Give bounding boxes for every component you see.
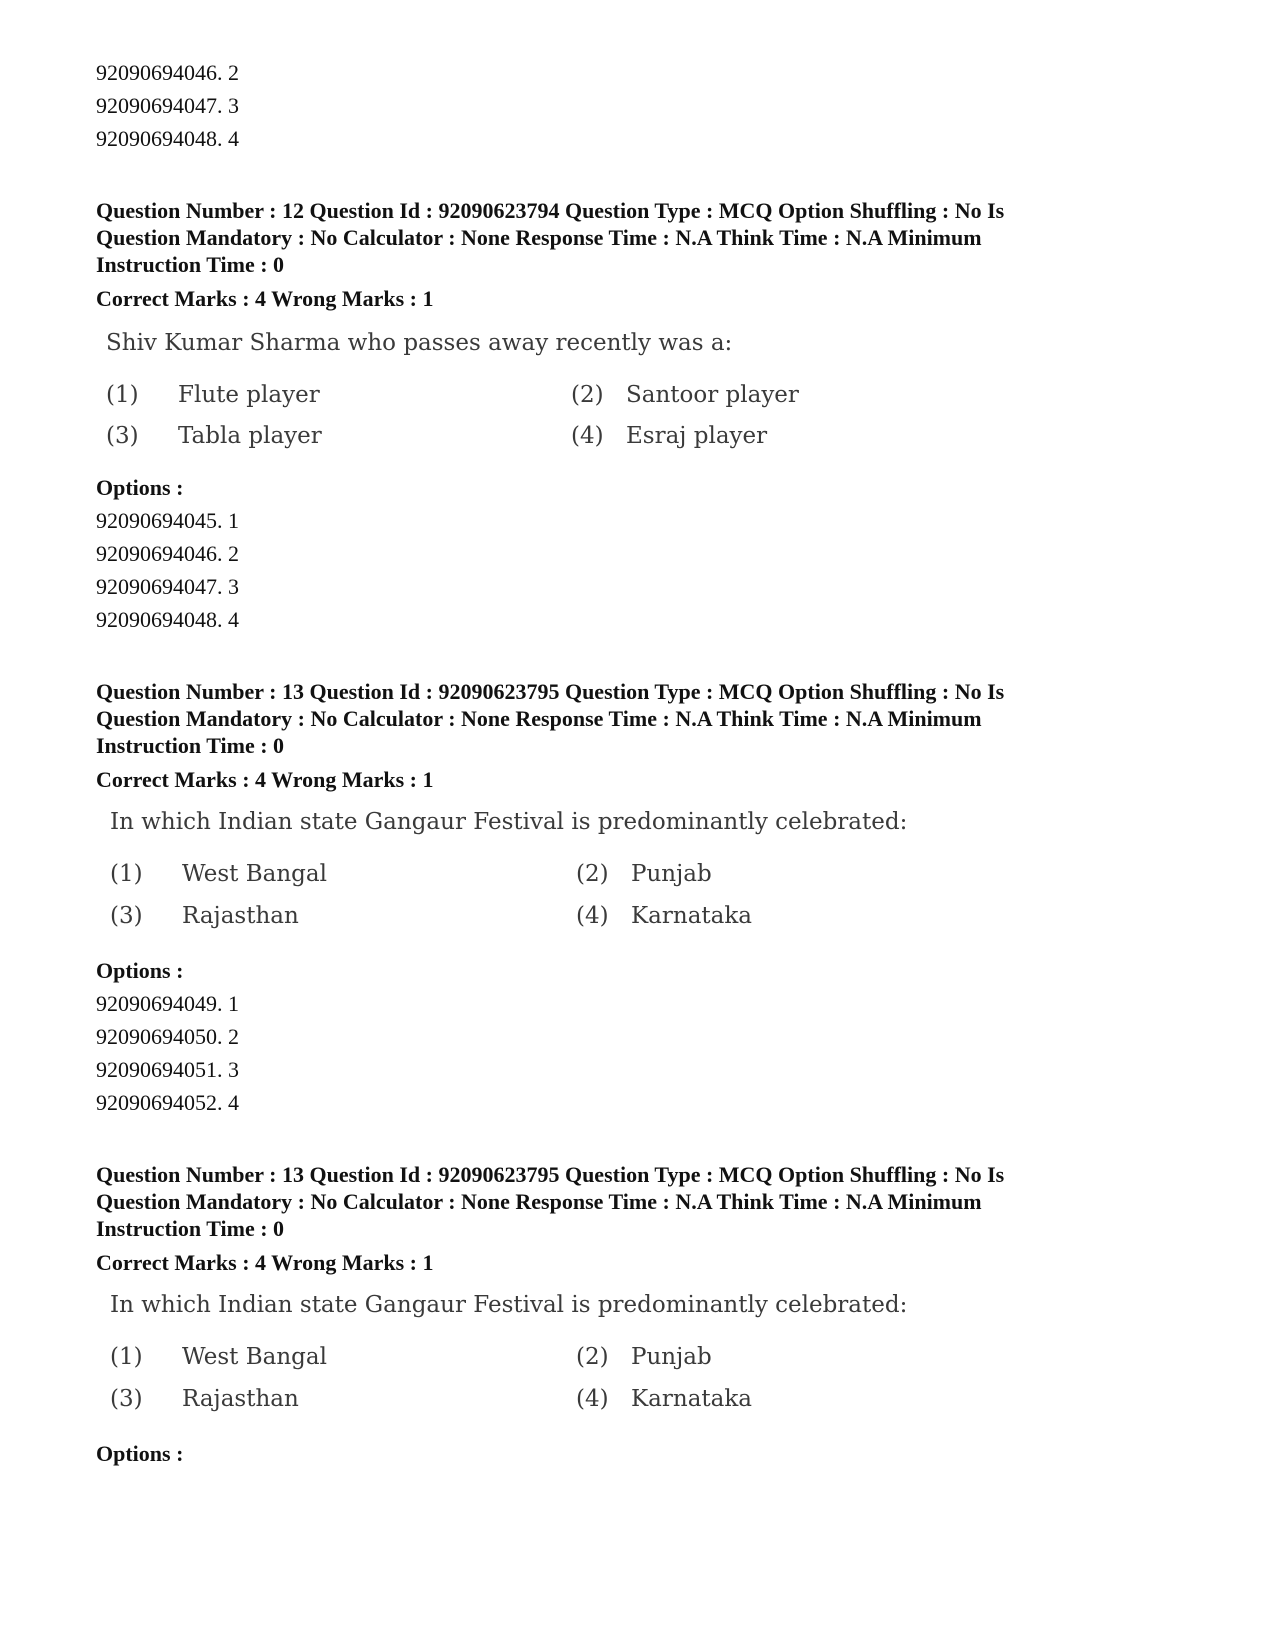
- question-marks: Correct Marks : 4 Wrong Marks : 1: [96, 1250, 434, 1275]
- choice-number: (3): [110, 1386, 143, 1412]
- leading-options-list: [96, 56, 1196, 155]
- question-image: [96, 793, 1196, 955]
- option-line: 92090694047. 3: [96, 93, 239, 118]
- option-line: 92090694045. 1: [96, 508, 239, 533]
- choice-number: (2): [571, 382, 604, 408]
- option-line: 92090694050. 2: [96, 1024, 239, 1049]
- option-line: 92090694049. 1: [96, 991, 239, 1016]
- section-gap: [96, 155, 1196, 197]
- choice-number: (1): [110, 1344, 143, 1370]
- question-meta-line: Question Mandatory : No Calculator : None Response Time : N.A Think Time : N.A Minimum: [96, 1189, 982, 1214]
- question-text: In which Indian state Gangaur Festival is predominantly celebrated:: [110, 1292, 908, 1318]
- question-block-12: [96, 197, 1196, 636]
- choice-label: Punjab: [631, 1344, 712, 1370]
- choice-number: (1): [106, 382, 139, 408]
- question-meta-line: Question Mandatory : No Calculator : None Response Time : N.A Think Time : N.A Minimum: [96, 706, 982, 731]
- question-marks: Correct Marks : 4 Wrong Marks : 1: [96, 767, 434, 792]
- choice-label: Rajasthan: [182, 1386, 299, 1412]
- option-line: 92090694052. 4: [96, 1090, 239, 1115]
- choice-number: (3): [106, 423, 139, 449]
- options-heading: Options :: [96, 1441, 184, 1466]
- choice-number: (4): [576, 1386, 609, 1412]
- choice-number: (3): [110, 903, 143, 929]
- option-line: 92090694048. 4: [96, 126, 239, 151]
- section-gap: [96, 1119, 1196, 1161]
- option-line: 92090694046. 2: [96, 541, 239, 566]
- choice-label: Rajasthan: [182, 903, 299, 929]
- option-line: 92090694046. 2: [96, 60, 239, 85]
- question-meta-line: Question Number : 13 Question Id : 92090623795 Question Type : MCQ Option Shuffling : No Is: [96, 679, 1005, 704]
- question-text: In which Indian state Gangaur Festival is predominantly celebrated:: [110, 809, 908, 835]
- option-line: 92090694047. 3: [96, 574, 239, 599]
- question-block-13-repeat: [96, 1161, 1196, 1470]
- question-meta-line: Question Number : 12 Question Id : 92090623794 Question Type : MCQ Option Shuffling : No Is: [96, 198, 1005, 223]
- options-heading: Options :: [96, 958, 184, 983]
- choice-label: Santoor player: [626, 382, 799, 408]
- question-meta-line: Instruction Time : 0: [96, 733, 285, 758]
- question-text: Shiv Kumar Sharma who passes away recently was a:: [106, 330, 733, 356]
- choice-label: Esraj player: [626, 423, 768, 449]
- choice-label: Punjab: [631, 861, 712, 887]
- question-image: [96, 1276, 1196, 1438]
- choice-number: (2): [576, 861, 609, 887]
- option-line: 92090694048. 4: [96, 607, 239, 632]
- choice-number: (2): [576, 1344, 609, 1370]
- choice-number: (4): [571, 423, 604, 449]
- option-line: 92090694051. 3: [96, 1057, 239, 1082]
- choice-label: West Bangal: [182, 861, 327, 887]
- question-meta-line: Question Number : 13 Question Id : 92090623795 Question Type : MCQ Option Shuffling : No Is: [96, 1162, 1005, 1187]
- choice-label: West Bangal: [182, 1344, 327, 1370]
- choice-label: Tabla player: [178, 423, 322, 449]
- choice-number: (1): [110, 861, 143, 887]
- choice-number: (4): [576, 903, 609, 929]
- question-marks: Correct Marks : 4 Wrong Marks : 1: [96, 286, 434, 311]
- question-meta-line: Instruction Time : 0: [96, 252, 285, 277]
- question-meta-line: Instruction Time : 0: [96, 1216, 285, 1241]
- document-page: [96, 56, 1196, 1470]
- question-meta-line: Question Mandatory : No Calculator : None Response Time : N.A Think Time : N.A Minimum: [96, 225, 982, 250]
- choice-label: Karnataka: [631, 903, 753, 929]
- section-gap: [96, 636, 1196, 678]
- question-image: [96, 312, 1196, 472]
- choice-label: Flute player: [178, 382, 320, 408]
- choice-label: Karnataka: [631, 1386, 753, 1412]
- options-heading: Options :: [96, 475, 184, 500]
- question-block-13: [96, 678, 1196, 1119]
